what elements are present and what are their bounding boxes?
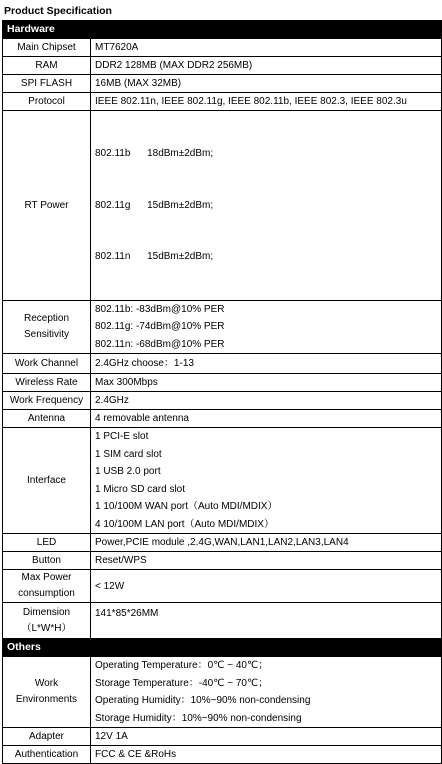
spec-row-interface xyxy=(3,428,442,534)
spec-value-line: 1 10/100M WAN port（Auto MDI/MDIX） xyxy=(95,501,278,512)
spec-label: Wireless Rate xyxy=(3,374,91,392)
spec-value-line: 802.11b: -83dBm@10% PER xyxy=(95,303,225,315)
spec-row-spi-flash xyxy=(3,75,442,93)
spec-label xyxy=(3,657,91,728)
spec-value-line: 802.11g: -74dBm@10% PER xyxy=(95,321,225,332)
spec-row-max-power xyxy=(3,570,442,603)
spec-value: 4 removable antenna xyxy=(91,410,442,428)
spec-value: 2.4GHz choose：1-13 xyxy=(91,354,442,374)
spec-row-antenna xyxy=(3,410,442,428)
spec-value-list xyxy=(91,428,442,534)
spec-row-adapter xyxy=(3,728,442,746)
spec-label: RT Power xyxy=(3,111,91,301)
spec-label: LED xyxy=(3,534,91,552)
spec-value-line: 4 10/100M LAN port（Auto MDI/MDIX） xyxy=(95,518,274,530)
spec-label: Antenna xyxy=(3,410,91,428)
spec-row-work-channel xyxy=(3,354,442,374)
spec-row-ram xyxy=(3,57,442,75)
spec-value: Max 300Mbps xyxy=(91,374,442,392)
spec-value-line: 802.11n 15dBm±2dBm; xyxy=(95,251,214,262)
spec-value: < 12W xyxy=(91,570,442,603)
spec-row-button xyxy=(3,552,442,570)
spec-row-protocol xyxy=(3,93,442,111)
spec-row-dimension xyxy=(3,603,442,639)
spec-value: 12V 1A xyxy=(91,728,442,746)
spec-value-list xyxy=(91,657,442,728)
spec-label: Interface xyxy=(3,428,91,534)
section-title: Others xyxy=(3,639,442,657)
spec-row-rt-power xyxy=(3,111,442,301)
spec-value-line: 802.11n: -68dBm@10% PER xyxy=(95,338,225,350)
spec-table xyxy=(2,20,442,764)
spec-label: SPI FLASH xyxy=(3,75,91,93)
document-title: Product Specification xyxy=(4,5,112,17)
spec-value: 16MB (MAX 32MB) xyxy=(91,75,442,93)
spec-row-work-environments xyxy=(3,657,442,728)
spec-value: FCC & CE &RoHs xyxy=(91,746,442,764)
spec-label xyxy=(3,300,91,354)
spec-row-led xyxy=(3,534,442,552)
spec-label: Authentication xyxy=(3,746,91,764)
spec-label-line: Max Power xyxy=(21,572,72,583)
spec-value-line: 802.11g 15dBm±2dBm; xyxy=(95,199,214,211)
spec-label xyxy=(3,603,91,639)
spec-row-wireless-rate xyxy=(3,374,442,392)
spec-label-line: Sensitivity xyxy=(23,328,69,340)
spec-label-line: Reception xyxy=(23,312,70,324)
spec-row-authentication xyxy=(3,746,442,764)
spec-label-line: （L*W*H） xyxy=(21,622,72,634)
section-header-others xyxy=(3,639,442,657)
spec-label: RAM xyxy=(3,57,91,75)
spec-value-line: Operating Humidity：10%~90% non-condensing xyxy=(95,695,311,706)
spec-value: Reset/WPS xyxy=(91,552,442,570)
spec-value: MT7620A xyxy=(91,39,442,57)
section-header-hardware xyxy=(3,21,442,39)
spec-label: Work Frequency xyxy=(3,392,91,410)
spec-value-line: 802.11b 18dBm±2dBm; xyxy=(95,148,214,159)
section-title: Hardware xyxy=(3,21,442,39)
spec-value: 141*85*26MM xyxy=(91,603,442,639)
spec-value: IEEE 802.11n, IEEE 802.11g, IEEE 802.11b, IEEE 802.3, IEEE 802.3u xyxy=(91,93,442,111)
spec-label: Adapter xyxy=(3,728,91,746)
spec-label: Work Channel xyxy=(3,354,91,374)
spec-value-list xyxy=(91,300,442,354)
spec-value-line: Storage Temperature：-40℃ ~ 70℃； xyxy=(95,677,269,689)
spec-value-line: Operating Temperature：0℃ ~ 40℃； xyxy=(95,660,269,671)
spec-label-line: Environments xyxy=(15,694,78,705)
spec-value: 2.4GHz xyxy=(91,392,442,410)
spec-label xyxy=(3,570,91,603)
spec-label: Main Chipset xyxy=(3,39,91,57)
spec-value-list xyxy=(91,111,442,301)
spec-row-work-frequency xyxy=(3,392,442,410)
spec-value-line: 1 SIM card slot xyxy=(95,448,162,460)
spec-value-line: 1 Micro SD card slot xyxy=(95,483,186,495)
spec-label-line: Work xyxy=(34,678,59,689)
spec-value-line: 1 USB 2.0 port xyxy=(95,466,161,477)
spec-value-line: 1 PCI-E slot xyxy=(95,431,149,442)
spec-label-line: consumption xyxy=(18,588,75,599)
spec-value: DDR2 128MB (MAX DDR2 256MB) xyxy=(91,57,442,75)
spec-label: Protocol xyxy=(3,93,91,111)
spec-value-line: Storage Humidity：10%~90% non-condensing xyxy=(95,712,302,724)
spec-label: Button xyxy=(3,552,91,570)
spec-value: Power,PCIE module ,2.4G,WAN,LAN1,LAN2,LAN3,LAN4 xyxy=(91,534,442,552)
spec-row-reception-sensitivity xyxy=(3,300,442,354)
spec-row-main-chipset xyxy=(3,39,442,57)
spec-label-line: Dimension xyxy=(22,606,71,618)
